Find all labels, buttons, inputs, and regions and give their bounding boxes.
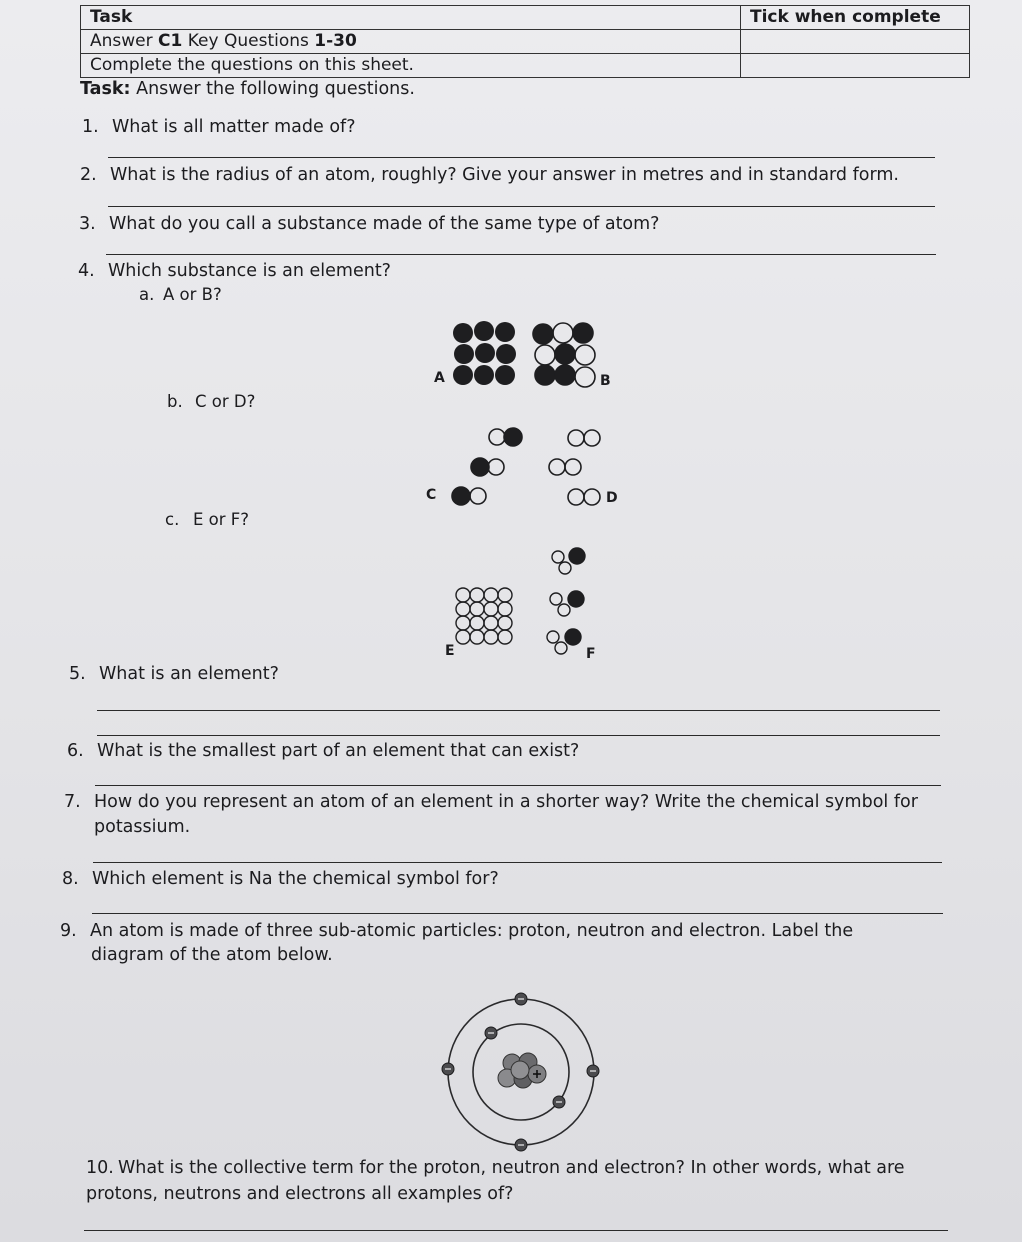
task-text: Answer the following questions. xyxy=(130,79,415,99)
label-e: E xyxy=(445,643,455,659)
label-a: A xyxy=(434,370,445,386)
question-number: 4. xyxy=(78,261,95,281)
question-text: What do you call a substance made of the same type of atom? xyxy=(109,214,660,234)
question-number: 1. xyxy=(82,117,99,137)
question-number: 3. xyxy=(79,214,96,234)
question-text: Which substance is an element? xyxy=(108,261,391,281)
question-10-continued: protons, neutrons and electrons all examples of? xyxy=(86,1184,514,1204)
sub-question-text: C or D? xyxy=(195,392,256,411)
sub-question-text: E or F? xyxy=(193,510,250,529)
label-c: C xyxy=(426,487,437,503)
question-text: Which element is Na the chemical symbol for? xyxy=(92,869,499,889)
question-text: An atom is made of three sub-atomic particles: proton, neutron and electron. Label the xyxy=(90,921,854,941)
label-b: B xyxy=(600,373,611,389)
label-f: F xyxy=(586,646,596,662)
task-row-range: 1-30 xyxy=(314,31,357,51)
question-text: What is the radius of an atom, roughly? Give your answer in metres and in standard form. xyxy=(110,165,899,185)
question-number: 10. xyxy=(86,1158,114,1178)
question-7-continued: potassium. xyxy=(94,817,191,837)
question-number: 8. xyxy=(62,869,79,889)
question-number: 5. xyxy=(69,664,86,684)
sub-question-text: A or B? xyxy=(163,285,222,304)
question-text: What is an element? xyxy=(99,664,279,684)
question-10 xyxy=(86,1156,905,1181)
label-d: D xyxy=(606,490,618,506)
tick-header: Tick when complete xyxy=(741,6,970,30)
question-number: 2. xyxy=(80,165,97,185)
sub-question-letter: b. xyxy=(167,392,183,411)
task-row-middle: Key Questions xyxy=(182,31,315,51)
question-text: How do you represent an atom of an element in a shorter way? Write the chemical symbol for xyxy=(94,792,918,812)
nucleus xyxy=(498,1053,546,1088)
question-text: What is the collective term for the proton, neutron and electron? In other words, what are xyxy=(118,1158,905,1178)
task-label: Task: xyxy=(80,79,131,99)
question-number: 7. xyxy=(64,792,81,812)
task-header: Task xyxy=(81,6,741,30)
answer-line-10[interactable] xyxy=(84,1230,948,1231)
question-text: What is the smallest part of an element that can exist? xyxy=(97,741,580,761)
task-row-code: C1 xyxy=(158,31,183,51)
sub-question-letter: c. xyxy=(165,510,180,529)
question-number: 6. xyxy=(67,741,84,761)
question-text: What is all matter made of? xyxy=(112,117,356,137)
question-number: 9. xyxy=(60,921,77,941)
question-9-continued: diagram of the atom below. xyxy=(91,945,333,965)
sub-question-letter: a. xyxy=(139,285,155,304)
task-row-prefix: Answer xyxy=(90,31,159,51)
task-row-prefix: Complete the questions on this sheet. xyxy=(90,55,414,75)
